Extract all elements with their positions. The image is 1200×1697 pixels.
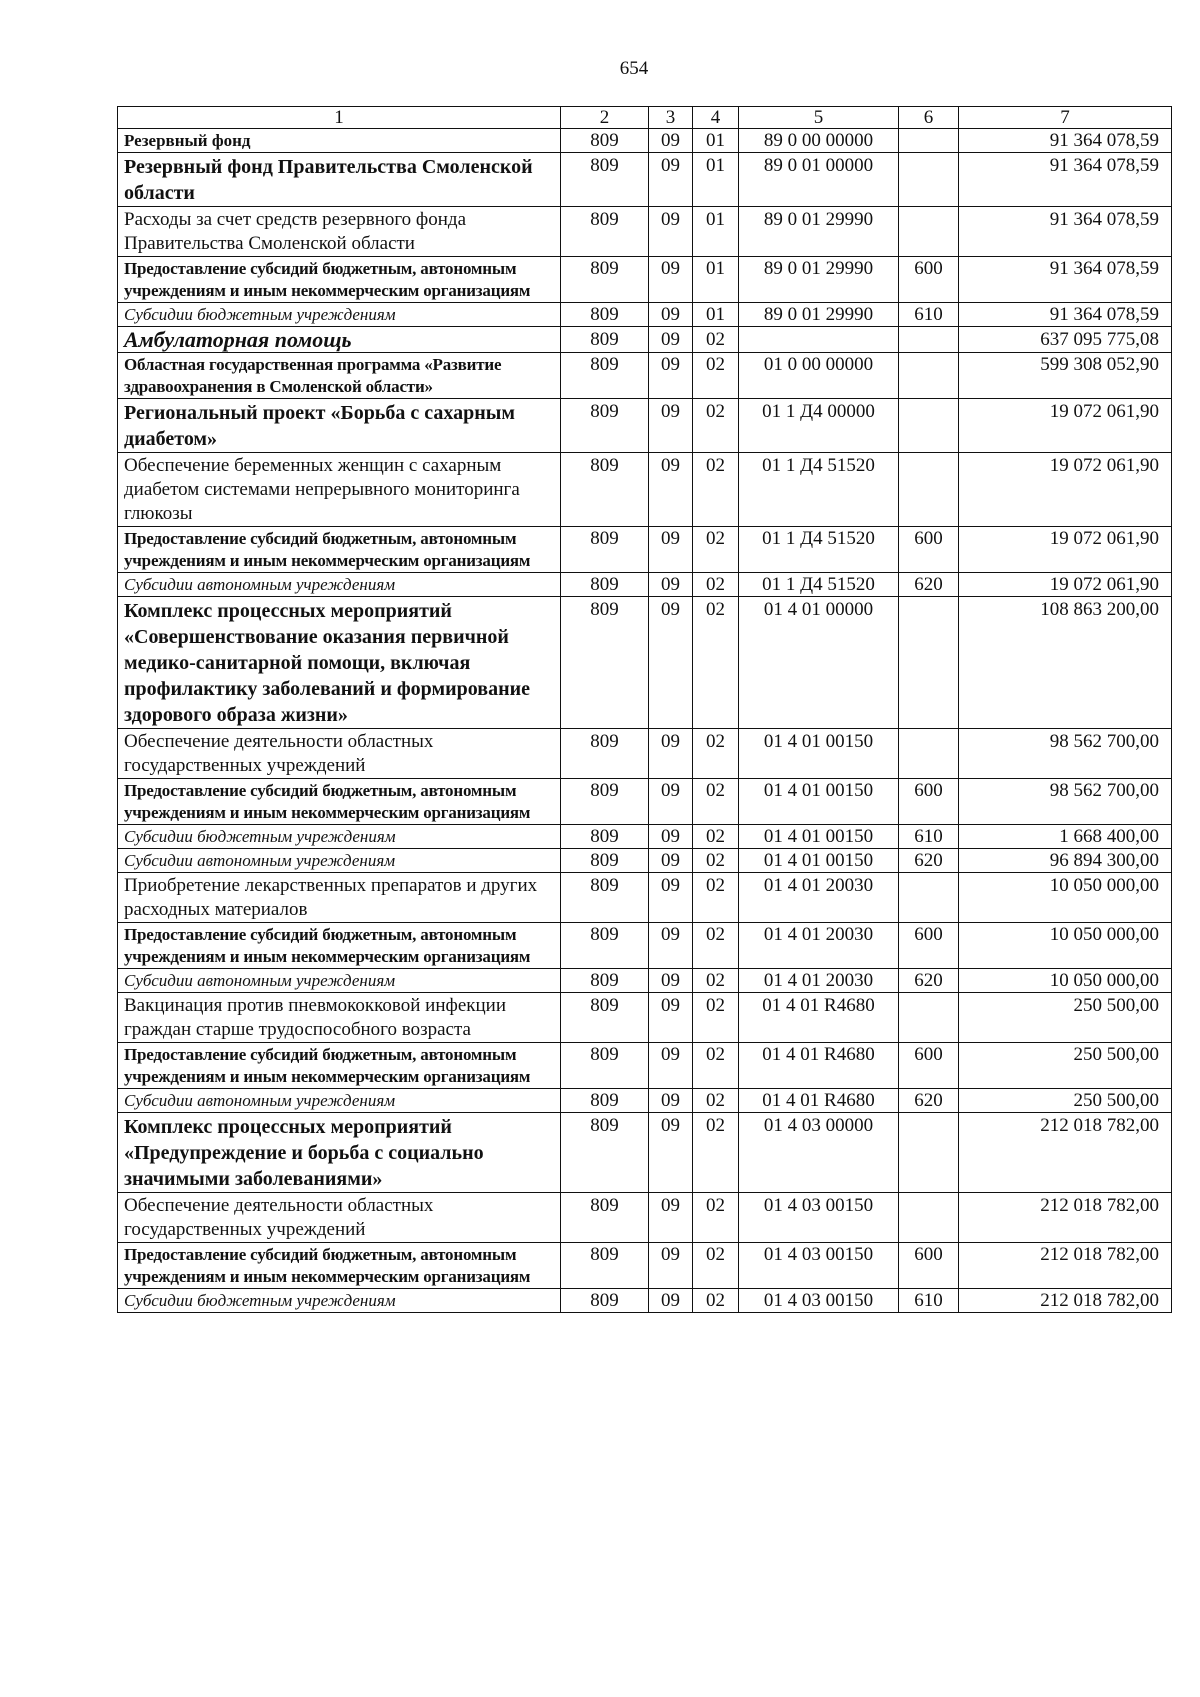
cell-col-5 <box>739 327 899 353</box>
cell-col-2: 809 <box>561 923 649 969</box>
cell-col-5: 01 4 03 00000 <box>739 1113 899 1193</box>
cell-col-3: 09 <box>649 923 693 969</box>
cell-col-6: 600 <box>899 527 959 573</box>
cell-col-4: 02 <box>693 1043 739 1089</box>
table-row <box>118 969 1172 993</box>
cell-amount: 637 095 775,08 <box>959 327 1172 353</box>
cell-col-6 <box>899 399 959 453</box>
table-row <box>118 873 1172 923</box>
cell-col-6: 600 <box>899 779 959 825</box>
cell-col-2: 809 <box>561 257 649 303</box>
cell-col-5: 01 4 01 R4680 <box>739 993 899 1043</box>
cell-col-3: 09 <box>649 825 693 849</box>
cell-col-6: 600 <box>899 923 959 969</box>
cell-col-5: 01 4 01 00000 <box>739 597 899 729</box>
table-row <box>118 1113 1172 1193</box>
cell-col-5: 89 0 01 29990 <box>739 207 899 257</box>
cell-col-3: 09 <box>649 1113 693 1193</box>
cell-col-6: 610 <box>899 825 959 849</box>
table-row <box>118 257 1172 303</box>
cell-col-4: 02 <box>693 873 739 923</box>
cell-col-6 <box>899 597 959 729</box>
table-row <box>118 303 1172 327</box>
cell-amount: 19 072 061,90 <box>959 453 1172 527</box>
cell-col-5: 01 1 Д4 00000 <box>739 399 899 453</box>
cell-col-5: 01 4 01 R4680 <box>739 1089 899 1113</box>
cell-col-6: 620 <box>899 849 959 873</box>
cell-col-5: 01 4 01 20030 <box>739 969 899 993</box>
cell-col-2: 809 <box>561 1289 649 1313</box>
cell-col-5: 01 0 00 00000 <box>739 353 899 399</box>
cell-amount: 108 863 200,00 <box>959 597 1172 729</box>
column-header: 2 <box>561 107 649 129</box>
cell-col-4: 02 <box>693 849 739 873</box>
cell-col-2: 809 <box>561 129 649 153</box>
cell-col-3: 09 <box>649 399 693 453</box>
cell-col-6: 600 <box>899 1043 959 1089</box>
cell-col-6: 620 <box>899 969 959 993</box>
cell-amount: 98 562 700,00 <box>959 779 1172 825</box>
cell-col-3: 09 <box>649 779 693 825</box>
cell-col-5: 89 0 00 00000 <box>739 129 899 153</box>
cell-col-3: 09 <box>649 1243 693 1289</box>
cell-col-6 <box>899 453 959 527</box>
cell-col-2: 809 <box>561 873 649 923</box>
row-name: Предоставление субсидий бюджетным, автономным учреждениям и иным некоммерческим организациям <box>118 1243 561 1289</box>
row-name: Амбулаторная помощь <box>118 327 561 353</box>
cell-amount: 10 050 000,00 <box>959 923 1172 969</box>
table-row <box>118 453 1172 527</box>
cell-col-5: 01 4 01 00150 <box>739 729 899 779</box>
cell-amount: 250 500,00 <box>959 993 1172 1043</box>
table-row <box>118 207 1172 257</box>
table-row <box>118 1089 1172 1113</box>
cell-amount: 19 072 061,90 <box>959 527 1172 573</box>
row-name: Предоставление субсидий бюджетным, автономным учреждениям и иным некоммерческим организациям <box>118 527 561 573</box>
cell-col-4: 01 <box>693 153 739 207</box>
cell-col-4: 02 <box>693 327 739 353</box>
cell-col-4: 02 <box>693 353 739 399</box>
cell-col-4: 02 <box>693 453 739 527</box>
page-number: 654 <box>619 58 649 79</box>
row-name: Субсидии автономным учреждениям <box>118 573 561 597</box>
cell-col-2: 809 <box>561 207 649 257</box>
cell-col-3: 09 <box>649 849 693 873</box>
table-row <box>118 527 1172 573</box>
cell-amount: 19 072 061,90 <box>959 573 1172 597</box>
cell-col-5: 01 4 03 00150 <box>739 1243 899 1289</box>
row-name: Резервный фонд Правительства Смоленской области <box>118 153 561 207</box>
cell-col-4: 02 <box>693 825 739 849</box>
cell-amount: 250 500,00 <box>959 1089 1172 1113</box>
cell-col-2: 809 <box>561 1243 649 1289</box>
cell-col-3: 09 <box>649 1289 693 1313</box>
cell-amount: 91 364 078,59 <box>959 207 1172 257</box>
row-name: Приобретение лекарственных препаратов и других расходных материалов <box>118 873 561 923</box>
row-name: Комплекс процессных мероприятий «Предупреждение и борьба с социально значимыми заболеваниями» <box>118 1113 561 1193</box>
budget-table <box>117 106 1172 1313</box>
cell-amount: 212 018 782,00 <box>959 1193 1172 1243</box>
cell-col-4: 02 <box>693 399 739 453</box>
row-name: Субсидии автономным учреждениям <box>118 1089 561 1113</box>
cell-col-4: 02 <box>693 1289 739 1313</box>
row-name: Субсидии автономным учреждениям <box>118 969 561 993</box>
cell-col-3: 09 <box>649 1043 693 1089</box>
cell-col-6 <box>899 729 959 779</box>
cell-col-4: 02 <box>693 779 739 825</box>
table-row <box>118 825 1172 849</box>
table-row <box>118 1243 1172 1289</box>
cell-col-5: 01 1 Д4 51520 <box>739 527 899 573</box>
cell-col-2: 809 <box>561 153 649 207</box>
cell-col-6: 620 <box>899 573 959 597</box>
cell-col-4: 02 <box>693 1089 739 1113</box>
cell-col-2: 809 <box>561 1113 649 1193</box>
cell-col-5: 01 4 01 00150 <box>739 779 899 825</box>
row-name: Субсидии бюджетным учреждениям <box>118 825 561 849</box>
cell-col-5: 01 4 01 R4680 <box>739 1043 899 1089</box>
cell-col-2: 809 <box>561 1193 649 1243</box>
cell-amount: 212 018 782,00 <box>959 1113 1172 1193</box>
cell-col-5: 01 4 03 00150 <box>739 1193 899 1243</box>
cell-col-2: 809 <box>561 399 649 453</box>
table-row <box>118 573 1172 597</box>
cell-col-4: 02 <box>693 993 739 1043</box>
cell-amount: 10 050 000,00 <box>959 873 1172 923</box>
cell-col-2: 809 <box>561 303 649 327</box>
cell-amount: 212 018 782,00 <box>959 1243 1172 1289</box>
cell-col-6: 600 <box>899 1243 959 1289</box>
cell-col-6 <box>899 873 959 923</box>
cell-amount: 19 072 061,90 <box>959 399 1172 453</box>
cell-col-6 <box>899 327 959 353</box>
cell-col-4: 02 <box>693 527 739 573</box>
table-row <box>118 1289 1172 1313</box>
row-name: Предоставление субсидий бюджетным, автономным учреждениям и иным некоммерческим организациям <box>118 257 561 303</box>
cell-col-3: 09 <box>649 1193 693 1243</box>
table-body <box>118 129 1172 1313</box>
cell-col-2: 809 <box>561 1043 649 1089</box>
cell-col-3: 09 <box>649 303 693 327</box>
cell-col-5: 01 4 03 00150 <box>739 1289 899 1313</box>
cell-col-6 <box>899 207 959 257</box>
cell-col-3: 09 <box>649 873 693 923</box>
cell-col-3: 09 <box>649 993 693 1043</box>
cell-col-4: 02 <box>693 597 739 729</box>
row-name: Предоставление субсидий бюджетным, автономным учреждениям и иным некоммерческим организациям <box>118 1043 561 1089</box>
cell-col-2: 809 <box>561 453 649 527</box>
row-name: Областная государственная программа «Развитие здравоохранения в Смоленской области» <box>118 353 561 399</box>
row-name: Предоставление субсидий бюджетным, автономным учреждениям и иным некоммерческим организациям <box>118 923 561 969</box>
cell-col-5: 01 1 Д4 51520 <box>739 453 899 527</box>
cell-col-3: 09 <box>649 729 693 779</box>
cell-col-4: 02 <box>693 573 739 597</box>
cell-col-2: 809 <box>561 597 649 729</box>
column-header: 3 <box>649 107 693 129</box>
column-header: 5 <box>739 107 899 129</box>
cell-amount: 91 364 078,59 <box>959 129 1172 153</box>
row-name: Предоставление субсидий бюджетным, автономным учреждениям и иным некоммерческим организациям <box>118 779 561 825</box>
row-name: Расходы за счет средств резервного фонда Правительства Смоленской области <box>118 207 561 257</box>
table-row <box>118 327 1172 353</box>
row-name: Резервный фонд <box>118 129 561 153</box>
cell-col-3: 09 <box>649 969 693 993</box>
cell-col-6 <box>899 353 959 399</box>
row-name: Вакцинация против пневмококковой инфекции граждан старше трудоспособного возраста <box>118 993 561 1043</box>
cell-col-6 <box>899 129 959 153</box>
row-name: Обеспечение деятельности областных государственных учреждений <box>118 1193 561 1243</box>
cell-amount: 599 308 052,90 <box>959 353 1172 399</box>
row-name: Обеспечение беременных женщин с сахарным диабетом системами непрерывного мониторинга глюкозы <box>118 453 561 527</box>
table-header-row <box>118 107 1172 129</box>
cell-col-5: 89 0 01 29990 <box>739 303 899 327</box>
cell-col-6: 620 <box>899 1089 959 1113</box>
cell-col-5: 01 4 01 20030 <box>739 923 899 969</box>
cell-amount: 91 364 078,59 <box>959 303 1172 327</box>
cell-amount: 250 500,00 <box>959 1043 1172 1089</box>
table-row <box>118 779 1172 825</box>
cell-col-4: 02 <box>693 1113 739 1193</box>
cell-col-5: 01 1 Д4 51520 <box>739 573 899 597</box>
cell-col-2: 809 <box>561 1089 649 1113</box>
cell-col-3: 09 <box>649 1089 693 1113</box>
table-row <box>118 993 1172 1043</box>
table-row <box>118 153 1172 207</box>
column-header: 1 <box>118 107 561 129</box>
cell-col-3: 09 <box>649 527 693 573</box>
cell-col-3: 09 <box>649 573 693 597</box>
cell-col-3: 09 <box>649 453 693 527</box>
cell-col-4: 02 <box>693 969 739 993</box>
table-row <box>118 129 1172 153</box>
cell-col-3: 09 <box>649 327 693 353</box>
cell-col-4: 01 <box>693 257 739 303</box>
cell-col-5: 01 4 01 20030 <box>739 873 899 923</box>
cell-col-3: 09 <box>649 129 693 153</box>
row-name: Региональный проект «Борьба с сахарным диабетом» <box>118 399 561 453</box>
row-name: Комплекс процессных мероприятий «Совершенствование оказания первичной медико-санитарной помощи, включая профилактику заболеваний и формирование здорового образа жизни» <box>118 597 561 729</box>
cell-col-4: 01 <box>693 129 739 153</box>
cell-col-2: 809 <box>561 825 649 849</box>
row-name: Обеспечение деятельности областных государственных учреждений <box>118 729 561 779</box>
cell-col-6 <box>899 993 959 1043</box>
cell-col-2: 809 <box>561 779 649 825</box>
cell-amount: 212 018 782,00 <box>959 1289 1172 1313</box>
cell-col-2: 809 <box>561 849 649 873</box>
cell-amount: 96 894 300,00 <box>959 849 1172 873</box>
cell-col-4: 02 <box>693 923 739 969</box>
cell-col-2: 809 <box>561 527 649 573</box>
cell-col-3: 09 <box>649 153 693 207</box>
cell-col-6 <box>899 1193 959 1243</box>
cell-amount: 91 364 078,59 <box>959 257 1172 303</box>
cell-col-3: 09 <box>649 207 693 257</box>
cell-col-4: 02 <box>693 1243 739 1289</box>
cell-col-5: 89 0 01 00000 <box>739 153 899 207</box>
cell-col-2: 809 <box>561 969 649 993</box>
table-row <box>118 923 1172 969</box>
row-name: Субсидии бюджетным учреждениям <box>118 303 561 327</box>
cell-col-2: 809 <box>561 327 649 353</box>
table-row <box>118 399 1172 453</box>
cell-col-4: 02 <box>693 729 739 779</box>
cell-amount: 98 562 700,00 <box>959 729 1172 779</box>
table-row <box>118 1193 1172 1243</box>
cell-amount: 91 364 078,59 <box>959 153 1172 207</box>
cell-col-2: 809 <box>561 573 649 597</box>
row-name: Субсидии автономным учреждениям <box>118 849 561 873</box>
cell-col-3: 09 <box>649 257 693 303</box>
cell-col-6 <box>899 1113 959 1193</box>
cell-col-6: 600 <box>899 257 959 303</box>
cell-col-2: 809 <box>561 353 649 399</box>
cell-col-6: 610 <box>899 1289 959 1313</box>
column-header: 4 <box>693 107 739 129</box>
column-header: 6 <box>899 107 959 129</box>
cell-col-2: 809 <box>561 729 649 779</box>
cell-col-5: 89 0 01 29990 <box>739 257 899 303</box>
table-row <box>118 353 1172 399</box>
cell-col-4: 01 <box>693 303 739 327</box>
table-row <box>118 1043 1172 1089</box>
cell-amount: 1 668 400,00 <box>959 825 1172 849</box>
column-header: 7 <box>959 107 1172 129</box>
table-row <box>118 849 1172 873</box>
cell-col-6 <box>899 153 959 207</box>
cell-col-5: 01 4 01 00150 <box>739 825 899 849</box>
table-row <box>118 597 1172 729</box>
cell-amount: 10 050 000,00 <box>959 969 1172 993</box>
cell-col-2: 809 <box>561 993 649 1043</box>
row-name: Субсидии бюджетным учреждениям <box>118 1289 561 1313</box>
table-row <box>118 729 1172 779</box>
cell-col-3: 09 <box>649 353 693 399</box>
cell-col-4: 02 <box>693 1193 739 1243</box>
cell-col-4: 01 <box>693 207 739 257</box>
cell-col-3: 09 <box>649 597 693 729</box>
cell-col-6: 610 <box>899 303 959 327</box>
cell-col-5: 01 4 01 00150 <box>739 849 899 873</box>
